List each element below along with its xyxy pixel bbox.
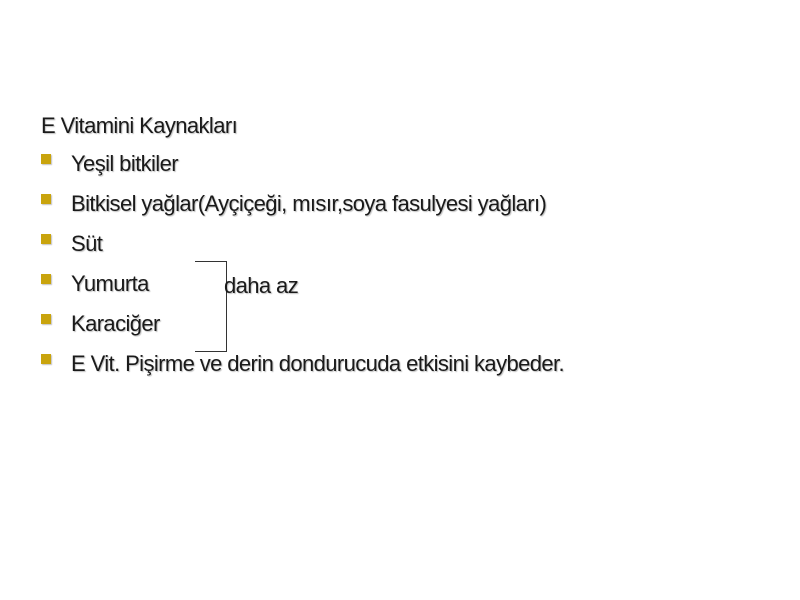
list-item [41, 270, 564, 310]
bullet-list [41, 150, 564, 390]
side-note: daha az [224, 273, 299, 298]
square-bullet-icon [41, 154, 51, 164]
square-bullet-icon [41, 354, 51, 364]
bullet-text: Süt [71, 231, 103, 256]
list-item [41, 350, 564, 390]
square-bullet-icon [41, 234, 51, 244]
square-bullet-icon [41, 194, 51, 204]
bullet-text: Karaciğer [71, 311, 160, 336]
bullet-text: Yeşil bitkiler [71, 151, 178, 176]
square-bullet-icon [41, 274, 51, 284]
list-item [41, 310, 564, 350]
bullet-text: Bitkisel yağlar(Ayçiçeği, mısır,soya fasulyesi yağları) [71, 191, 547, 216]
slide-heading: E Vitamini Kaynakları [41, 113, 238, 138]
bracket-line [195, 261, 227, 352]
bullet-text: Yumurta [71, 271, 149, 296]
bullet-text: E Vit. Pişirme ve derin dondurucuda etkisini kaybeder. [71, 351, 565, 376]
list-item [41, 230, 564, 270]
list-item [41, 150, 564, 190]
list-item [41, 190, 564, 230]
square-bullet-icon [41, 314, 51, 324]
